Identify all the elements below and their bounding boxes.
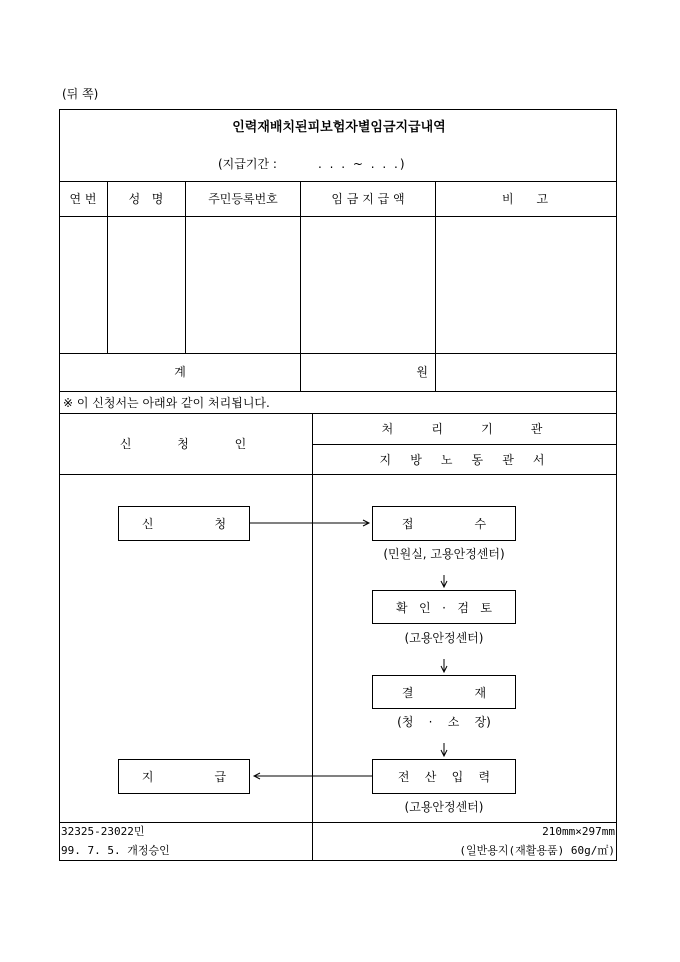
- processor-sub-header: 지 방 노 동 관 서: [379, 453, 545, 467]
- receive-label: 접 수: [401, 517, 487, 531]
- paper-type: (일반용지(재활용품) 60g/㎡): [459, 844, 615, 857]
- col-header-remarks: 비 고: [501, 192, 549, 206]
- pay-label: 지 급: [141, 770, 227, 784]
- input-label: 전 산 입 력: [397, 770, 491, 784]
- page-side-note: (뒤 쪽): [62, 87, 99, 101]
- period-label: (지급기간 :: [218, 157, 277, 171]
- col-header-name: 성 명: [128, 192, 164, 206]
- footer-top-line: [59, 822, 617, 823]
- processing-notice: ※ 이 신청서는 아래와 같이 처리됩니다.: [63, 396, 270, 410]
- processor-header: 처 리 기 관: [381, 422, 543, 436]
- footer-bottom-line: [59, 860, 617, 861]
- form-code: 32325-23022민: [61, 825, 145, 838]
- decision-label: 결 재: [401, 686, 487, 700]
- input-note: (고용안정센터): [404, 800, 484, 814]
- period-blanks: . . . ~ . . .): [318, 157, 407, 171]
- total-unit: 원: [416, 365, 428, 379]
- approval-date: 99. 7. 5. 개정승인: [61, 844, 170, 857]
- applicant-header: 신 청 인: [119, 437, 247, 451]
- receive-note: (민원실, 고용안정센터): [383, 547, 505, 561]
- col-header-wage-amount: 임 금 지 급 액: [331, 192, 405, 206]
- col-header-number: 연 번: [69, 192, 97, 206]
- apply-label: 신 청: [141, 517, 227, 531]
- review-label: 확 인 · 검 토: [396, 601, 492, 615]
- review-note: (고용안정센터): [404, 631, 484, 645]
- col-header-resident-number: 주민등록번호: [208, 192, 278, 206]
- total-label: 계: [174, 365, 186, 379]
- form-title: 인력재배치된피보험자별임금지급내역: [232, 120, 446, 135]
- decision-note: (청 · 소 장): [397, 715, 491, 729]
- paper-size: 210mm×297mm: [542, 825, 615, 838]
